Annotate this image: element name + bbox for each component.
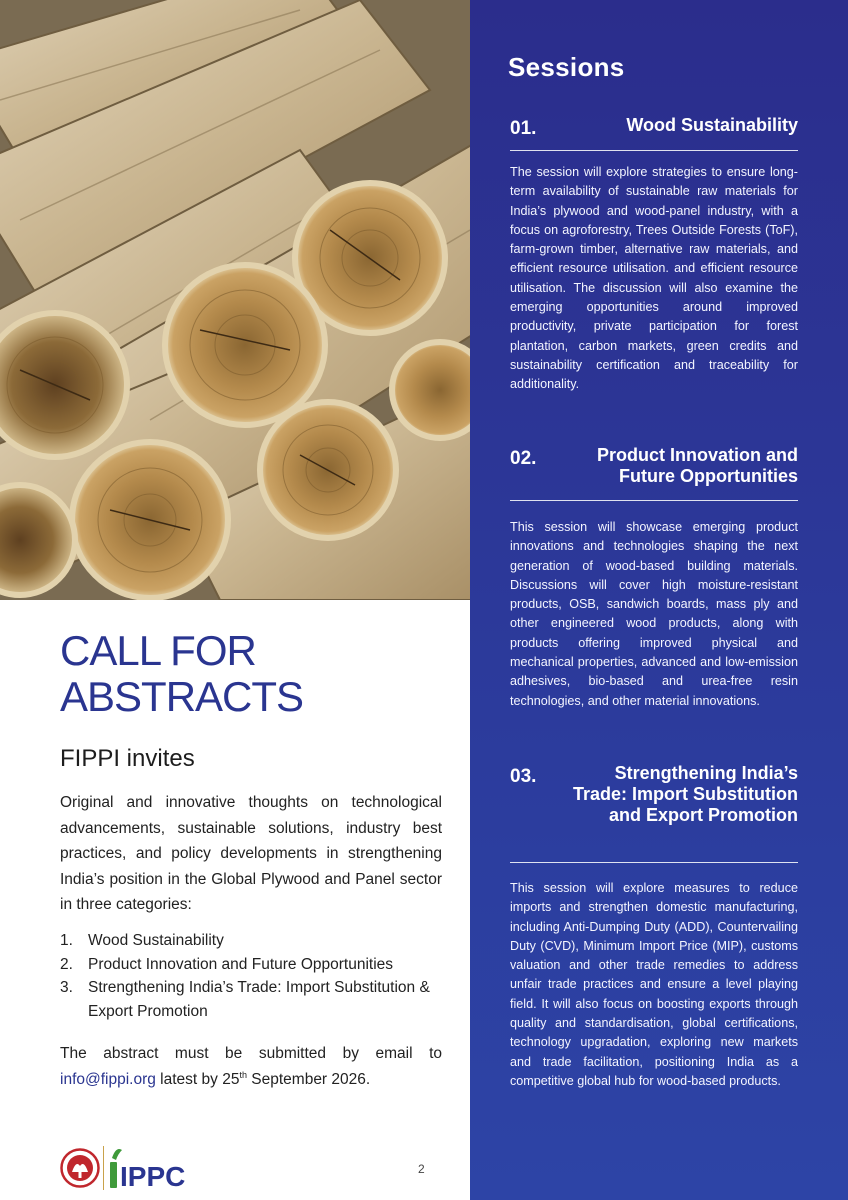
list-item-label: Product Innovation and Future Opportunities [88,955,394,973]
list-item-number: 2. [60,955,73,973]
heading-line-2: ABSTRACTS [60,673,304,720]
wood-logs-illustration [0,0,470,600]
session-1-description: The session will explore strategies to ensure long-term availability of sustainable raw materials for India’s plywood and wood-panel industry, with a focus on agroforestry, Trees Outside Forests (ToF), farm-grown timber, alternative raw materials, and efficient resource utilisation. and efficient resource utilisation. The discussion will also examine the emerging opportunities around improved productivity, private participation for forest plantation, carbon markets, green credits and sustainability certification and traceability for additionality. [510,165,798,392]
session-2-divider [510,500,798,501]
categories-list [60,929,455,1023]
session-1-title: Wood Sustainability [626,115,798,135]
sessions-heading: Sessions [508,52,625,82]
ippc-logo-text: IPPC [120,1161,186,1192]
session-3-description: This session will explore measures to reduce imports and strengthen domestic manufacturing, including Anti-Dumping Duty (ADD), Countervailing Duty (CVD), Minimum Import Price (MIP), customs valuation and other trade remedies to address unfair trade practices and ensure a level playing field. It will also focus on boosting exports through quality and standardisation, global certifications, technology upgradation, exploring new markets and trade facilitation, positioning India as a competitive global hub for wood-based products. [510,881,798,1088]
email-link[interactable]: info@fippi.org [60,1070,156,1088]
sessions-panel [470,0,848,1200]
wood-logs-photo [0,0,470,600]
session-3-divider [510,862,798,863]
list-item-number: 1. [60,932,73,949]
session-2-number: 02. [510,448,537,469]
deadline-prefix: The abstract must be submitted by email to [60,1045,442,1062]
page-number: 2 [418,1162,425,1176]
list-item [60,929,455,953]
call-for-abstracts-heading [60,628,303,720]
intro-paragraph: Original and innovative thoughts on technological advancements, sustainable solutions, industry best practices, and policy developments in strengthening India’s position in the Global Plywood and Panel sector in three categories: [60,794,442,913]
deadline-mid: latest by 25 [155,1070,240,1088]
list-item-label: Wood Sustainability [88,932,224,949]
deadline-paragraph [60,1041,442,1092]
deadline-suffix: September 2026. [246,1070,371,1088]
list-item-label: Strengthening India’s Trade: Import Substitution & Export Promotion [88,979,430,1020]
list-item [60,976,455,1023]
session-3-number: 03. [510,766,537,787]
session-2-description: This session will showcase emerging product innovations and technologies shaping the next generation of wood-based building materials. Discussions will cover high moisture-resistant products, OSB, sandwich boards, mass ply and other engineered wood products, along with products offering improved physical and mechanical properties, advanced and low-emission adhesives, bio-based and urea-free resin technologies, and other material innovations. [510,520,798,708]
ippc-logo [106,1144,186,1192]
invites-heading: FIPPI invites [60,745,195,772]
list-item [60,953,455,977]
session-3-title: Strengthening India’s Trade: Import Substitution and Export Promotion [573,763,798,825]
list-item-number: 3. [60,979,73,996]
session-1-number: 01. [510,118,537,139]
heading-line-1: CALL FOR [60,627,256,674]
logo-divider [103,1146,104,1190]
fippi-emblem-icon [60,1148,100,1188]
session-1-divider [510,150,798,151]
session-2-title: Product Innovation and Future Opportunities [597,445,798,486]
date-ordinal-suffix: th [239,1069,247,1080]
